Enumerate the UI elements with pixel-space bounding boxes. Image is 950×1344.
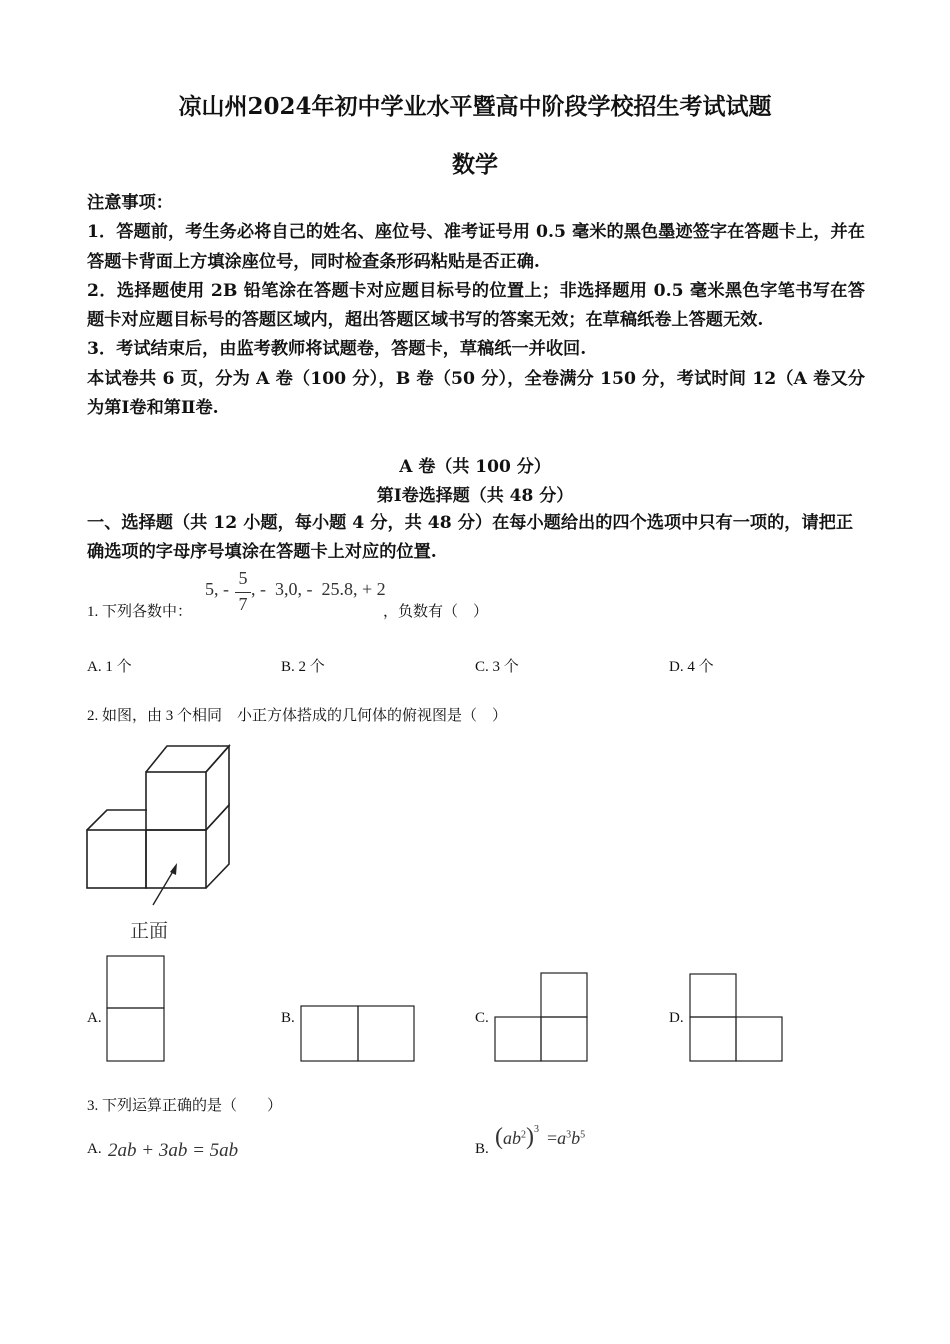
page-title: 凉山州2024年初中学业水平暨高中阶段学校招生考试试题	[178, 93, 772, 120]
q1-option-a[interactable]: A. 1 个	[87, 659, 132, 675]
q3-b-inner-exp: 2	[521, 1129, 526, 1141]
notes-item: 1．答题前，考生务必将自己的姓名、座位号、准考证号用 0.5 毫米的黑色墨迹签字在答题卡上，并在答题卡背面上方填涂座位号，同时检查条形码粘贴是否正确.	[87, 222, 865, 272]
cube-front-face	[146, 772, 206, 830]
notes-item: 2．选择题使用 2B 铅笔涂在答题卡对应题目标号的位置上；非选择题用 0.5 毫米黑色字笔书写在答题卡对应题目标号的答题区域内，超出答题区域书写的答案无效；在草稿纸卷上答题无效.	[87, 280, 865, 331]
q2-option-d[interactable]: D.	[669, 1010, 684, 1026]
q2-text: 2. 如图，由 3 个相同 小正方体搭成的几何体的俯视图是（ ）	[87, 708, 508, 724]
cube-side-face	[206, 805, 229, 888]
q3-b-r2: b	[571, 1128, 581, 1148]
q1-option-b[interactable]: B. 2 个	[281, 659, 325, 675]
cube-top-edge	[87, 810, 147, 830]
notes-heading: 注意事项：	[87, 193, 173, 213]
q3-option-b-expr: $(ab^2)^3 =a^3b^5$	[495, 1123, 586, 1150]
q1-math-part2: , - 3,0, - 25.8, + 2	[251, 579, 386, 599]
q3-b-r1: a	[557, 1128, 567, 1148]
front-arrow-head	[170, 863, 177, 875]
q3-option-a-label[interactable]: A.	[87, 1141, 102, 1157]
q3-option-b-label[interactable]: B.	[475, 1141, 489, 1157]
q2-figure-label: 正面	[130, 920, 169, 942]
q1-suffix: ，负数有（ ）	[383, 604, 489, 620]
q1-prefix: 1. 下列各数中：	[87, 604, 193, 620]
q2-option-d-figure	[690, 974, 782, 1061]
part1-heading: 第Ⅰ卷选择题（共 48 分）	[376, 486, 574, 506]
subject-title: 数学	[452, 151, 498, 178]
notes-item: 本试卷共 6 页，分为 A 卷（100 分），B 卷（50 分），全卷满分 150 分，考试时间 12（A 卷又分为第Ⅰ卷和第Ⅱ卷.	[87, 368, 865, 419]
q3-b-equals: =	[547, 1128, 558, 1148]
cube-front-face	[146, 830, 206, 888]
q3-text: 3. 下列运算正确的是（ ）	[87, 1098, 283, 1114]
notes-item: 3．考试结束后，由监考教师将试题卷，答题卡，草稿纸一并收回.	[87, 339, 587, 360]
paper-a-heading: A 卷（共 100 分）	[399, 457, 551, 477]
q1-option-c[interactable]: C. 3 个	[475, 659, 519, 675]
q2-option-b[interactable]: B.	[281, 1010, 295, 1026]
q2-option-a-figure	[107, 956, 164, 1061]
q3-b-r1-exp: 3	[566, 1129, 572, 1141]
q1-frac-den: 7	[238, 594, 248, 614]
q2-option-c-figure	[495, 973, 587, 1061]
front-arrow-line	[153, 868, 175, 905]
q2-option-a[interactable]: A.	[87, 1010, 102, 1026]
cube-front-face	[87, 830, 146, 888]
q1-frac-num: 5	[238, 568, 248, 588]
q3-b-base: ab	[503, 1128, 521, 1148]
section-instructions: 一、选择题（共 12 小题，每小题 4 分，共 48 分）在每小题给出的四个选项中只有一项的，请把正确选项的字母序号填涂在答题卡上对应的位置.	[87, 513, 854, 563]
q3-b-r2-exp: 5	[580, 1129, 586, 1141]
q3-b-outer-exp: 3	[534, 1123, 539, 1135]
q1-math-part1: 5, -	[205, 579, 229, 599]
q1-option-d[interactable]: D. 4 个	[669, 659, 714, 675]
q2-option-b-figure	[301, 1006, 414, 1061]
q2-option-c[interactable]: C.	[475, 1010, 489, 1026]
q3-option-a-expr: 2ab + 3ab = 5ab	[108, 1140, 239, 1161]
